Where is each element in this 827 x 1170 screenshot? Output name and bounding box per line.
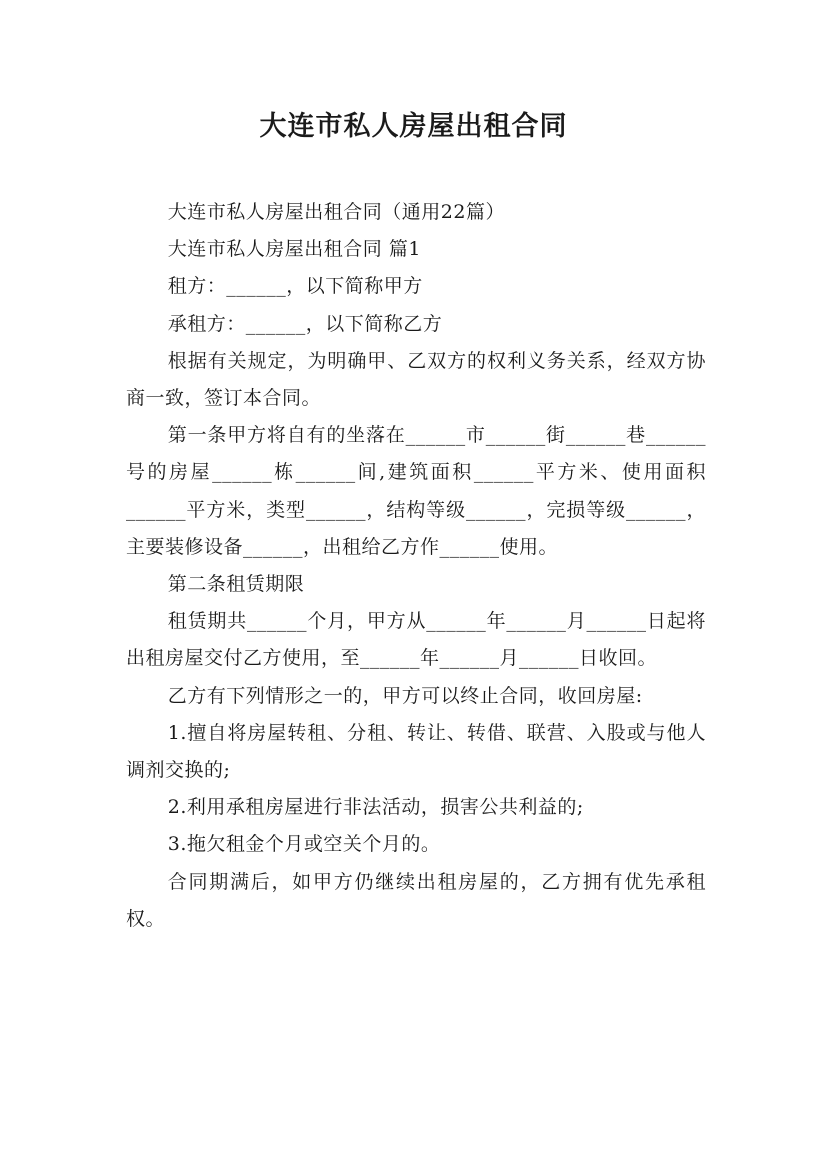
paragraph-subtitle: 大连市私人房屋出租合同（通用22篇） bbox=[167, 201, 505, 223]
paragraph-renewal: 合同期满后，如甲方仍继续出租房屋的，乙方拥有优先承租权。 bbox=[126, 870, 706, 930]
paragraph-termination-item-2: 2.利用承租房屋进行非法活动，损害公共利益的; bbox=[167, 796, 584, 819]
paragraph-lessee: 承租方：______，以下简称乙方 bbox=[167, 312, 443, 335]
paragraph-termination-intro: 乙方有下列情形之一的，甲方可以终止合同，收回房屋: bbox=[167, 684, 643, 707]
paragraph-termination-item-1: 1.擅自将房屋转租、分租、转让、转借、联营、入股或与他人调剂交换的; bbox=[126, 721, 706, 782]
paragraph-section-heading: 大连市私人房屋出租合同 篇1 bbox=[167, 238, 421, 261]
paragraph-article-2-heading: 第二条租赁期限 bbox=[167, 573, 305, 596]
paragraph-termination-item-3: 3.拖欠租金个月或空关个月的。 bbox=[167, 833, 441, 856]
document-title: 大连市私人房屋出租合同 bbox=[259, 111, 568, 142]
paragraph-article-1: 第一条甲方将自有的坐落在______市______街______巷______号的房屋______栋______间,建筑面积______平方米、使用面积______平方米，类型______，结构等级______，完损等级______，主要装修设备______，出租给乙方作______使用。 bbox=[126, 424, 706, 558]
document-body bbox=[126, 194, 706, 938]
paragraph-preamble: 根据有关规定，为明确甲、乙双方的权利义务关系，经双方协商一致，签订本合同。 bbox=[126, 349, 706, 410]
paragraph-lessor: 租方：______，以下简称甲方 bbox=[167, 275, 423, 298]
paragraph-lease-term: 租赁期共______个月，甲方从______年______月______日起将出租房屋交付乙方使用，至______年______月______日收回。 bbox=[126, 610, 706, 670]
